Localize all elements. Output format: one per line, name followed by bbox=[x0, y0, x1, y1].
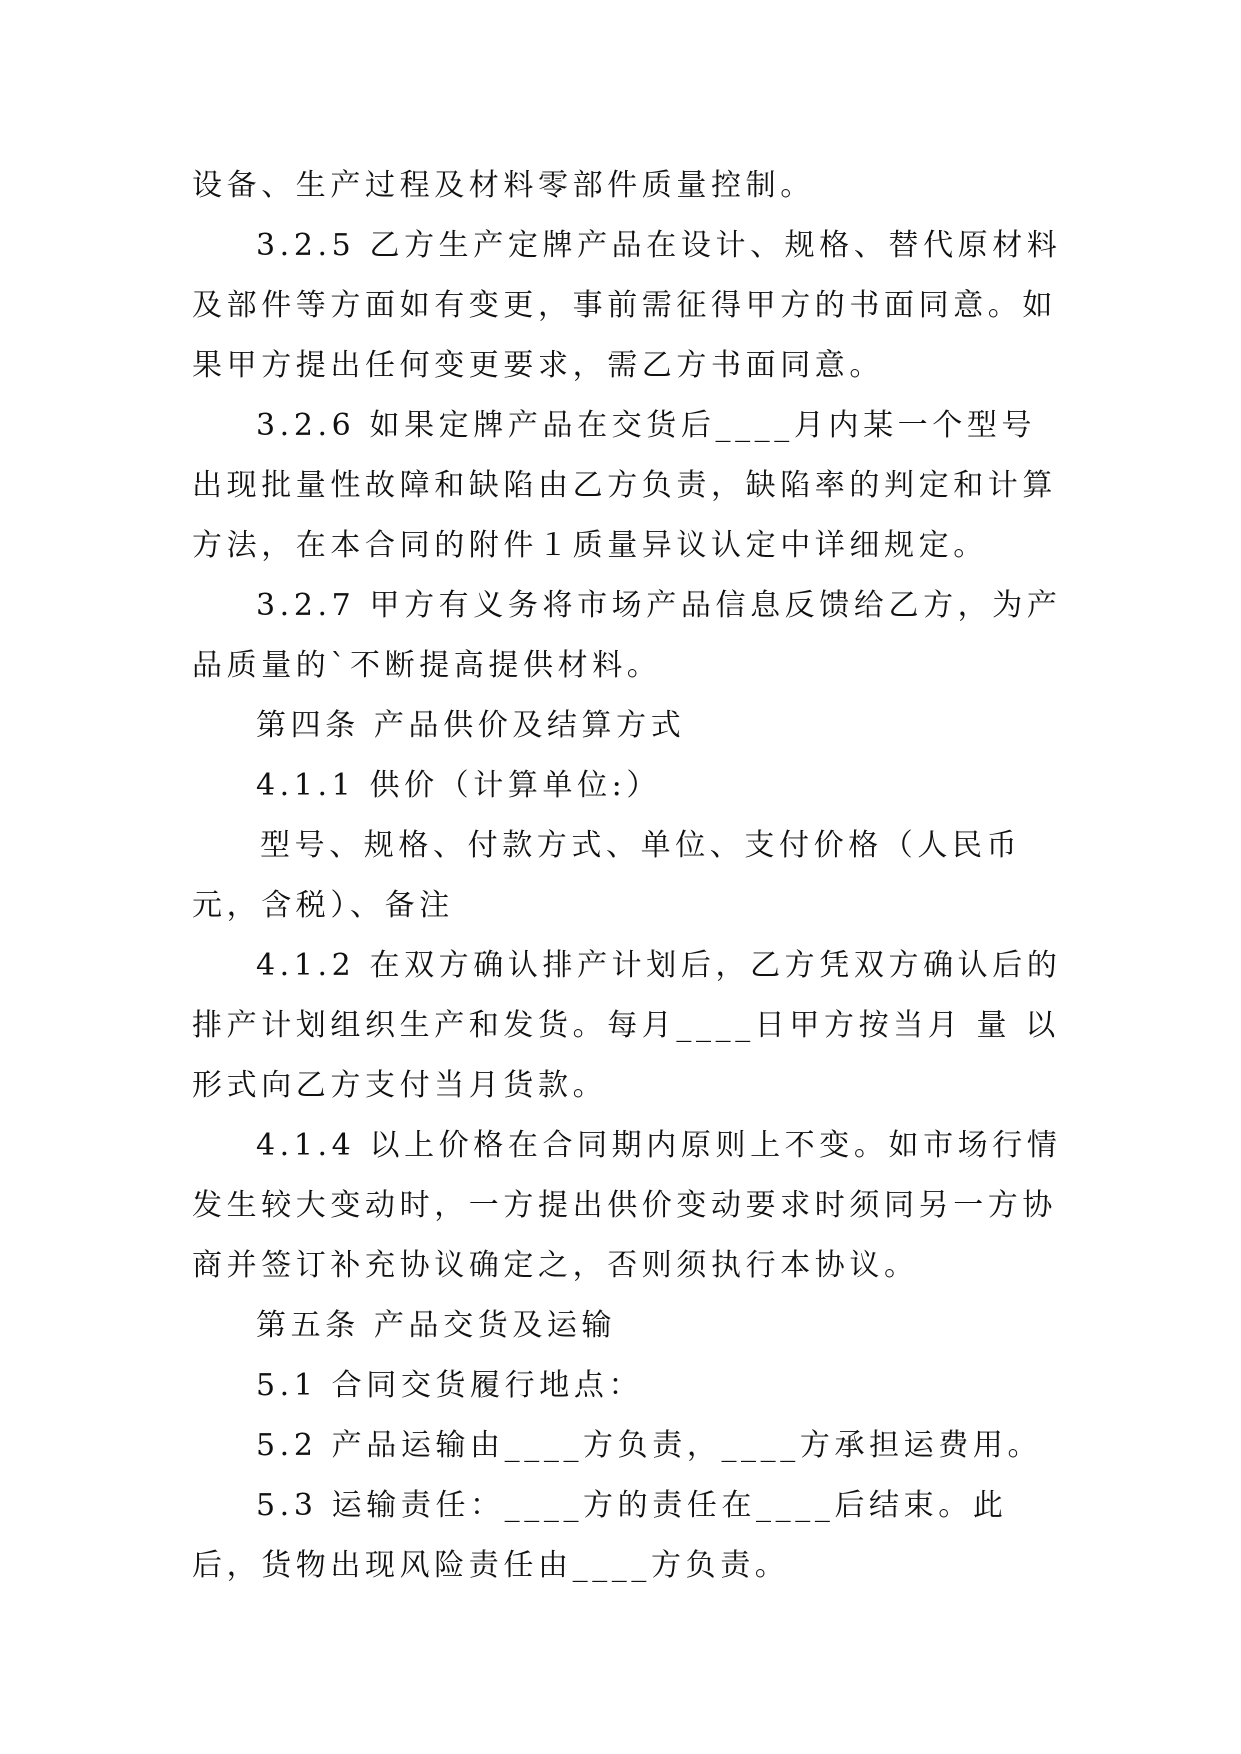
paragraph-continuation: 设备、生产过程及材料零部件质量控制。 bbox=[192, 168, 815, 203]
document-body bbox=[192, 156, 1075, 1596]
clause-5-3: 5.3 运输责任：____方的责任在____后结束。此后，货物出现风险责任由____方负责。 bbox=[192, 1488, 1008, 1583]
clause-4-1-4: 4.1.4 以上价格在合同期内原则上不变。如市场行情发生较大变动时，一方提出供价变动要求时须同另一方协商并签订补充协议确定之，否则须执行本协议。 bbox=[192, 1128, 1062, 1283]
price-table-columns: 型号、规格、付款方式、单位、支付价格（人民币元，含税）、备注 bbox=[192, 828, 1022, 923]
clause-3-2-7: 3.2.7 甲方有义务将市场产品信息反馈给乙方，为产品质量的`不断提高提供材料。 bbox=[192, 588, 1062, 683]
clause-5-2: 5.2 产品运输由____方负责，____方承担运费用。 bbox=[256, 1428, 1043, 1463]
article-4-heading: 第四条 产品供价及结算方式 bbox=[256, 708, 686, 743]
clause-4-1-2: 4.1.2 在双方确认排产计划后，乙方凭双方确认后的排产计划组织生产和发货。每月____日甲方按当月 量 以 形式向乙方支付当月货款。 bbox=[192, 948, 1075, 1103]
clause-4-1-1: 4.1.1 供价（计算单位:） bbox=[256, 768, 661, 803]
clause-3-2-6: 3.2.6 如果定牌产品在交货后____月内某一个型号出现批量性故障和缺陷由乙方负责，缺陷率的判定和计算方法，在本合同的附件１质量异议认定中详细规定。 bbox=[192, 408, 1057, 563]
clause-5-1: 5.1 合同交货履行地点： bbox=[256, 1368, 644, 1403]
clause-3-2-5: 3.2.5 乙方生产定牌产品在设计、规格、替代原材料及部件等方面如有变更，事前需征得甲方的书面同意。如果甲方提出任何变更要求，需乙方书面同意。 bbox=[192, 228, 1062, 383]
article-5-heading: 第五条 产品交货及运输 bbox=[256, 1308, 617, 1343]
